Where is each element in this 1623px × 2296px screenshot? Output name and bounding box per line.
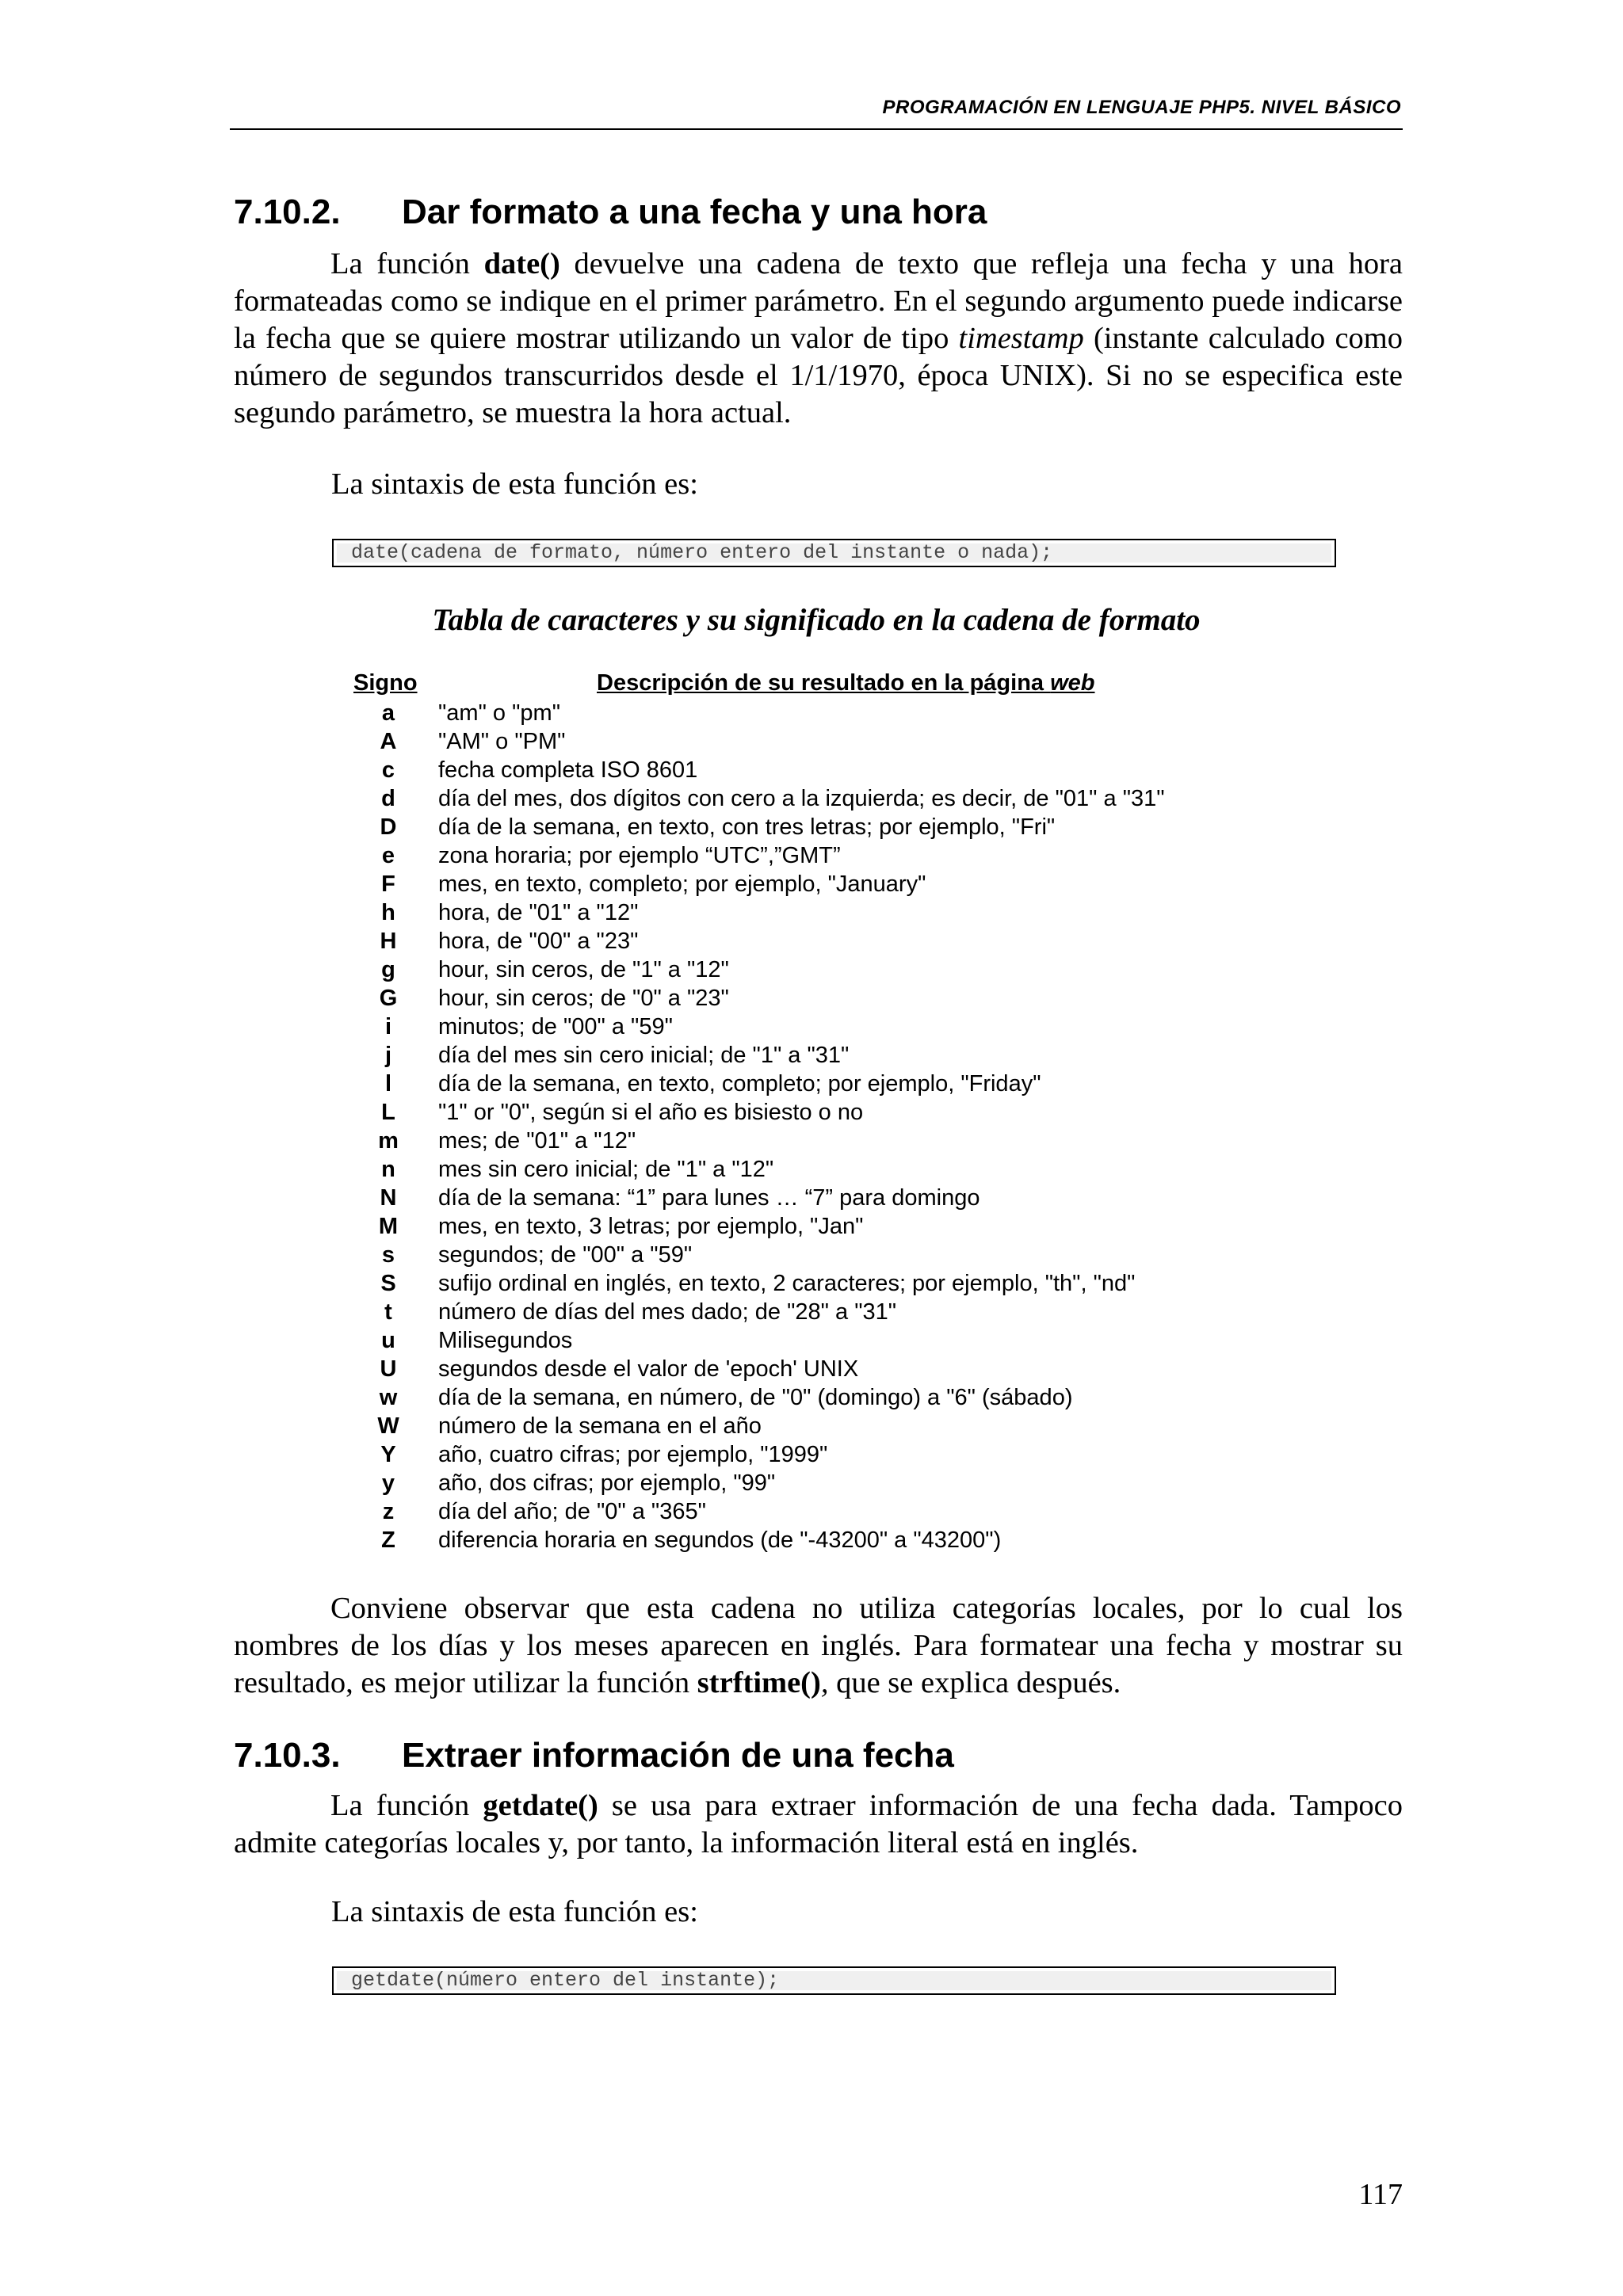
format-sign: S — [380, 1271, 396, 1296]
paragraph-locale-note — [234, 1590, 1403, 1702]
section-number: 7.10.3. — [234, 1736, 341, 1775]
format-sign: h — [381, 900, 395, 925]
header-description — [597, 670, 1095, 696]
format-sign: W — [377, 1413, 399, 1439]
format-sign: d — [381, 786, 395, 811]
function-name-date: date() — [483, 247, 560, 280]
format-description: mes, en texto, completo; por ejemplo, "January" — [438, 871, 926, 897]
para-text: La función — [330, 1789, 483, 1822]
format-sign: y — [381, 1470, 395, 1496]
format-description: segundos desde el valor de 'epoch' UNIX — [438, 1356, 859, 1382]
para-text: que se explica después. — [828, 1666, 1121, 1699]
format-description: hour, sin ceros; de "0" a "23" — [438, 986, 729, 1011]
format-description: día de la semana, en texto, completo; por ejemplo, "Friday" — [438, 1071, 1041, 1097]
format-description: "1" or "0", según si el año es bisiesto o no — [438, 1100, 864, 1125]
format-description: día del mes, dos dígitos con cero a la izquierda; es decir, de "01" a "31" — [438, 786, 1165, 811]
format-description: año, cuatro cifras; por ejemplo, "1999" — [438, 1442, 828, 1467]
para-text: (instante calculado como número de segundos transcurridos desde el 1/1/1970, época UNIX). Si no se especifica este segundo parámetro, se muestra la hora actual. — [234, 322, 1403, 429]
section-number: 7.10.2. — [234, 193, 341, 231]
format-description: "AM" o "PM" — [438, 729, 566, 754]
format-description: mes; de "01" a "12" — [438, 1128, 636, 1154]
format-sign: z — [382, 1499, 395, 1524]
format-sign: L — [381, 1100, 395, 1125]
format-description: zona horaria; por ejemplo “UTC”,”GMT” — [438, 843, 841, 868]
format-description: número de la semana en el año — [438, 1413, 762, 1439]
format-sign: n — [381, 1157, 395, 1182]
code-block-date: date(cadena de formato, número entero del instante o nada); — [332, 539, 1336, 567]
format-sign: s — [381, 1242, 395, 1268]
format-sign: u — [381, 1328, 395, 1353]
format-sign: t — [384, 1299, 392, 1325]
syntax-label: La sintaxis de esta función es: — [331, 1895, 698, 1928]
format-sign: c — [381, 757, 395, 783]
code-block-getdate: getdate(número entero del instante); — [332, 1966, 1336, 1995]
section-title: Extraer información de una fecha — [402, 1736, 954, 1775]
section-heading-7-10-3 — [234, 1735, 954, 1776]
format-description: número de días del mes dado; de "28" a "31" — [438, 1299, 897, 1325]
format-sign: N — [380, 1185, 397, 1211]
format-description: segundos; de "00" a "59" — [438, 1242, 693, 1268]
header-description-italic: web — [1050, 670, 1095, 696]
format-description: día de la semana: “1” para lunes … “7” para domingo — [438, 1185, 980, 1211]
para-text: Conviene observar que esta cadena no utiliza categorías locales, por lo cual los nombres de los días y los meses aparecen en inglés. Para formatear una fecha y mostrar su resultado, es mejor utilizar la función — [234, 1592, 1403, 1699]
format-sign: D — [380, 814, 397, 840]
format-sign: G — [379, 986, 398, 1011]
format-sign: j — [384, 1043, 392, 1068]
format-description: diferencia horaria en segundos (de "-43200" a "43200") — [438, 1527, 1002, 1553]
format-sign: e — [381, 843, 395, 868]
format-sign: F — [381, 871, 395, 897]
format-description: Milisegundos — [438, 1328, 573, 1353]
function-name-getdate: getdate() — [483, 1789, 598, 1822]
section-title: Dar formato a una fecha y una hora — [402, 193, 987, 231]
header-sign: Signo — [353, 670, 418, 696]
format-sign: a — [381, 700, 395, 726]
format-description: "am" o "pm" — [438, 700, 560, 726]
format-sign: A — [380, 729, 397, 754]
section-heading-7-10-2 — [234, 192, 987, 233]
format-sign: M — [378, 1214, 399, 1239]
format-description: día del año; de "0" a "365" — [438, 1499, 706, 1524]
paragraph-date-intro — [234, 246, 1403, 432]
table-caption: Tabla de caracteres y su significado en la cadena de formato — [432, 603, 1201, 637]
format-description: hora, de "01" a "12" — [438, 900, 639, 925]
format-description: día de la semana, en número, de "0" (domingo) a "6" (sábado) — [438, 1385, 1073, 1410]
format-sign: m — [378, 1128, 399, 1154]
format-description: día del mes sin cero inicial; de "1" a "31" — [438, 1043, 850, 1068]
format-sign: H — [380, 929, 397, 954]
format-description: mes, en texto, 3 letras; por ejemplo, "Jan" — [438, 1214, 864, 1239]
format-sign: i — [384, 1014, 392, 1039]
para-text: La función — [330, 247, 484, 280]
format-sign: Z — [381, 1527, 395, 1553]
term-timestamp: timestamp — [958, 322, 1084, 355]
format-sign: l — [384, 1071, 392, 1097]
format-description: sufijo ordinal en inglés, en texto, 2 caracteres; por ejemplo, "th", "nd" — [438, 1271, 1136, 1296]
format-description: día de la semana, en texto, con tres letras; por ejemplo, "Fri" — [438, 814, 1056, 840]
page-number: 117 — [1358, 2178, 1403, 2211]
header-description-text: Descripción de su resultado en la página — [597, 670, 1051, 696]
format-sign: w — [379, 1385, 398, 1410]
paragraph-getdate — [234, 1787, 1403, 1862]
function-name-strftime: strftime() — [697, 1666, 821, 1699]
format-description: hour, sin ceros, de "1" a "12" — [438, 957, 729, 982]
running-header-text: PROGRAMACIÓN EN LENGUAJE PHP5. NIVEL BÁSICO — [882, 97, 1401, 118]
running-header — [230, 97, 1403, 130]
format-description: hora, de "00" a "23" — [438, 929, 639, 954]
format-description: fecha completa ISO 8601 — [438, 757, 698, 783]
format-description: minutos; de "00" a "59" — [438, 1014, 673, 1039]
format-description: mes sin cero inicial; de "1" a "12" — [438, 1157, 774, 1182]
para-text: , — [820, 1666, 829, 1699]
format-sign: U — [380, 1356, 397, 1382]
format-description: año, dos cifras; por ejemplo, "99" — [438, 1470, 776, 1496]
format-sign: g — [381, 957, 395, 982]
para-text: se usa para extraer información de una fecha dada. Tampoco admite categorías locales y, por tanto, la información literal está en inglés. — [234, 1789, 1403, 1859]
para-text: devuelve una cadena de texto que refleja una fecha y una hora formateadas como se indique en el primer parámetro. En el segundo argumento puede indicarse la fecha que se quiere mostrar utilizando un valor de tipo — [234, 247, 1403, 355]
format-sign: Y — [380, 1442, 396, 1467]
syntax-label: La sintaxis de esta función es: — [331, 467, 698, 501]
